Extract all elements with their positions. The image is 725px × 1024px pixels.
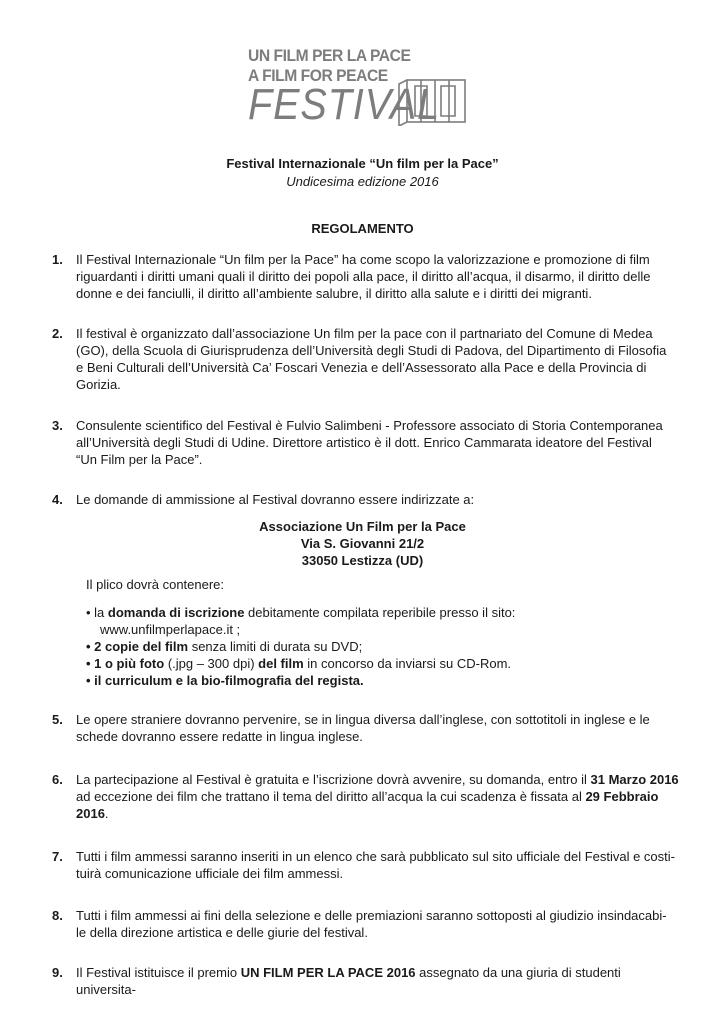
address-street: Via S. Giovanni 21/2 <box>300 536 425 551</box>
rule-line: tuirà comunicazione ufficiale dei film ammessi. <box>76 866 344 881</box>
address-name: Associazione Un Film per la Pace <box>259 519 466 534</box>
rule-number: 2. <box>52 326 63 341</box>
bullet-item <box>86 655 686 672</box>
book-icon <box>395 76 469 126</box>
logo-line-2: A FILM FOR PEACE <box>248 66 388 85</box>
postal-address <box>0 518 725 569</box>
rule-text: assegnato da una giuria di studenti universita- <box>76 965 621 997</box>
rule-number: 8. <box>52 908 63 923</box>
rule-line <box>76 964 682 998</box>
logo-line-1: UN FILM PER LA PACE <box>248 46 411 65</box>
rule-line: all’Università degli Studi di Udine. Direttore artistico è il dott. Enrico Cammarata ideatore del Festival <box>76 435 652 450</box>
bullet-item <box>86 672 686 689</box>
edition-subtitle: Undicesima edizione 2016 <box>286 174 439 189</box>
rule-number: 3. <box>52 418 63 433</box>
rule-line <box>76 771 682 788</box>
rule-number: 7. <box>52 849 63 864</box>
rule-line: le della direzione artistica e delle giurie del festival. <box>76 925 368 940</box>
rule-line: Tutti i film ammessi ai fini della selezione e delle premiazioni saranno sottoposti al giudizio insindacabi- <box>76 908 667 923</box>
rule-line <box>76 805 682 822</box>
rule-line: (GO), della Scuola di Giurisprudenza dell’Università degli Studi di Padova, del Dipartimento di Filosofia <box>76 343 667 358</box>
rule-line: Le opere straniere dovranno pervenire, se in lingua diversa dall’inglese, con sottotitoli in inglese e le <box>76 712 650 727</box>
rule-line: Tutti i film ammessi saranno inseriti in un elenco che sarà pubblicato sul sito ufficiale del Festival e costi- <box>76 849 675 864</box>
rule-number: 9. <box>52 965 63 980</box>
bullet-text: debitamente compilata reperibile presso il sito: <box>244 605 516 620</box>
rule-line: Le domande di ammissione al Festival dovranno essere indirizzate a: <box>76 492 475 507</box>
document-title: Festival Internazionale “Un film per la Pace” <box>226 156 499 171</box>
bullet-bold: del film <box>258 656 304 671</box>
rule-number: 5. <box>52 712 63 727</box>
bullet-item <box>86 604 686 621</box>
rule-line: Il festival è organizzato dall’associazione Un film per la pace con il partnariato del Comune di Medea <box>76 326 653 341</box>
rule-number: 4. <box>52 492 63 507</box>
rule-line: donne e dei fanciulli, il diritto all’ambiente salubre, il diritto alla salute e i diritti dei migranti. <box>76 286 592 301</box>
logo-line-3: FESTIVAL <box>248 80 441 129</box>
rule-text: La partecipazione al Festival è gratuita e l’iscrizione dovrà avvenire, su domanda, entro il <box>76 772 591 787</box>
bullet-bold: • 1 o più foto <box>86 656 165 671</box>
address-city: 33050 Lestizza (UD) <box>301 553 424 568</box>
bullet-item <box>86 638 686 655</box>
rule-text: ad eccezione dei film che trattano il tema del diritto all’acqua la cui scadenza è fissata al <box>76 789 586 804</box>
deadline-date: 31 Marzo 2016 <box>590 772 679 787</box>
rule-number: 6. <box>52 772 63 787</box>
rule-line: schede dovranno essere redatte in lingua inglese. <box>76 729 363 744</box>
award-name: UN FILM PER LA PACE 2016 <box>240 965 416 980</box>
rule-text: . <box>104 806 109 821</box>
festival-logo <box>248 46 470 128</box>
rule-line: riguardanti i diritti umani quali il diritto dei popoli alla pace, il diritto all’acqua, il disarmo, il diritto delle <box>76 269 651 284</box>
plico-intro: Il plico dovrà contenere: <box>86 577 225 592</box>
rule-line <box>76 788 682 805</box>
bullet-text: in concorso da inviarsi su CD-Rom. <box>303 656 512 671</box>
section-heading: REGOLAMENTO <box>311 221 414 236</box>
rule-line: Consulente scientifico del Festival è Fulvio Salimbeni - Professore associato di Storia Contemporanea <box>76 418 663 433</box>
rule-line: “Un Film per la Pace”. <box>76 452 203 467</box>
bullet-bold: • il curriculum e la bio-filmografia del regista. <box>86 673 364 688</box>
rule-number: 1. <box>52 252 63 267</box>
rule-line: Il Festival Internazionale “Un film per la Pace” ha come scopo la valorizzazione e promozione di film <box>76 252 650 267</box>
rule-line: Gorizia. <box>76 377 121 392</box>
water-deadline-date: 29 Febbraio <box>585 789 659 804</box>
bullet-bold: domanda di iscrizione <box>107 605 245 620</box>
website-link[interactable]: www.unfilmperlapace.it ; <box>100 622 241 637</box>
bullet-text: • la <box>86 605 108 620</box>
plico-bullet-list <box>86 604 686 689</box>
water-deadline-year: 2016 <box>76 806 105 821</box>
rule-text: Il Festival istituisce il premio <box>76 965 241 980</box>
bullet-text: senza limiti di durata su DVD; <box>188 639 363 654</box>
rule-line: e Beni Culturali dell’Università Ca’ Foscari Venezia e dell’Assessorato alla Pace e della Provincia di <box>76 360 647 375</box>
bullet-text: (.jpg – 300 dpi) <box>164 656 259 671</box>
bullet-bold: • 2 copie del film <box>86 639 189 654</box>
